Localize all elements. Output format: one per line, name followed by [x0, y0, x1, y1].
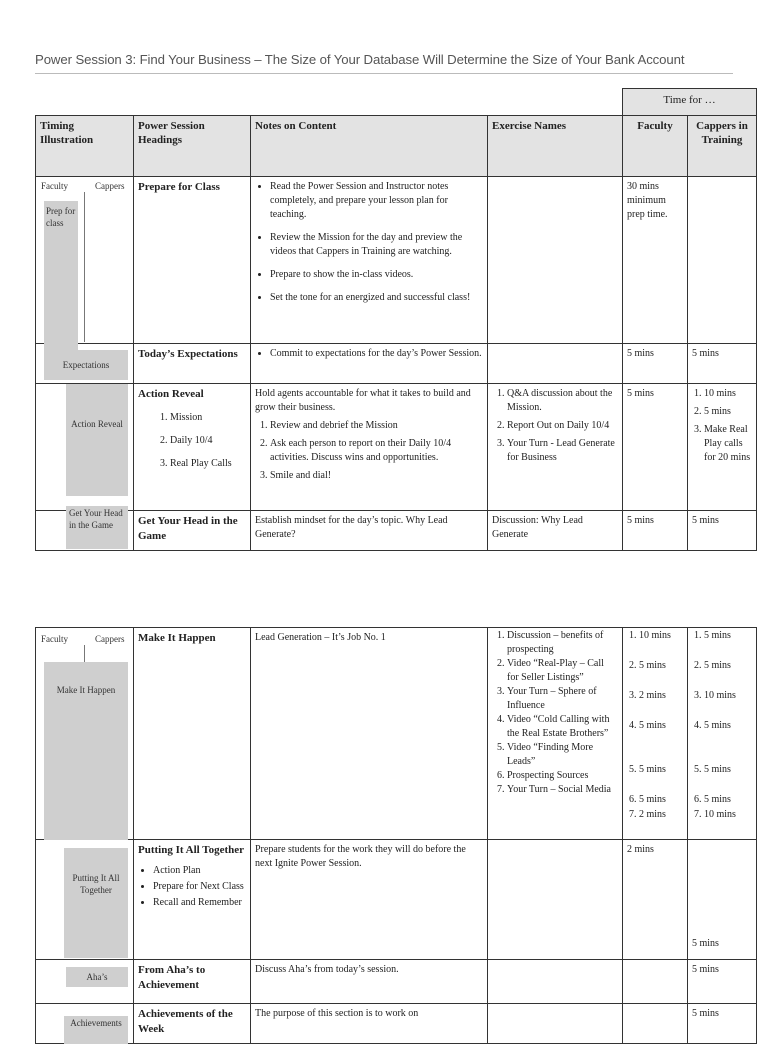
- session-table-bottom: [35, 627, 757, 1044]
- make-it-happen-block: [44, 662, 128, 840]
- cappers-head-in-game: 5 mins: [688, 511, 757, 551]
- col-notes: Notes on Content: [251, 116, 488, 177]
- col-headings: Power Session Headings: [134, 116, 251, 177]
- exercise-item: 7. Your Turn – Social Media: [507, 783, 618, 797]
- cappers-make-it-happen: [688, 628, 757, 840]
- exercise-item: 3. Your Turn - Lead Generate for Business: [507, 437, 618, 465]
- notes-prepare: [251, 177, 488, 344]
- prepare-bullet: • Prepare to show the in-class videos.: [270, 268, 483, 282]
- notes-expectations: [251, 344, 488, 384]
- exercise-item: 1. Q&A discussion about the Mission.: [507, 387, 618, 415]
- prep-block: [44, 201, 78, 350]
- heading-expectations: Today’s Expectations: [134, 344, 251, 384]
- action-reveal-note: 3. Smile and dial!: [270, 469, 483, 483]
- action-reveal-note: 1. Review and debrief the Mission: [270, 419, 483, 433]
- exercise-head-in-game: Discussion: Why Lead Generate: [488, 511, 623, 551]
- cappers-time: 3. Make Real Play calls for 20 mins: [704, 423, 752, 465]
- col-timing: Timing Illustration: [36, 116, 134, 177]
- cappers-achievements: 5 mins: [688, 1004, 757, 1044]
- action-reveal-intro: Hold agents accountable for what it takes to build and grow their business.: [255, 388, 471, 413]
- prepare-bullet: • Review the Mission for the day and preview the videos that Cappers in Training are watching.: [270, 231, 483, 259]
- cappers-time: 4. 5 mins: [704, 719, 752, 763]
- exercise-item: 4. Video “Cold Calling with the Real Estate Brothers”: [507, 713, 618, 741]
- faculty-head-in-game: 5 mins: [623, 511, 688, 551]
- timing-make-it-happen: [36, 628, 134, 840]
- action-reveal-block: [66, 384, 128, 496]
- timing-action-reveal: [36, 384, 134, 511]
- col-faculty: Faculty: [623, 116, 688, 177]
- putting-bullet: • Action Plan: [153, 864, 246, 878]
- heading-action-reveal: [134, 384, 251, 511]
- cappers-expectations: 5 mins: [688, 344, 757, 384]
- faculty-label: Faculty: [41, 181, 68, 191]
- cappers-time: 1. 10 mins: [704, 387, 752, 401]
- col-exercises: Exercise Names: [488, 116, 623, 177]
- head-in-game-block: [66, 506, 128, 549]
- heading-make-it-happen: Make It Happen: [134, 628, 251, 840]
- faculty-action-reveal: 5 mins: [623, 384, 688, 511]
- timing-expectations: [36, 344, 134, 384]
- action-reveal-sub: 1. Mission: [170, 411, 246, 425]
- action-reveal-note: 2. Ask each person to report on their Daily 10/4 activities. Discuss wins and opportunities.: [270, 437, 483, 465]
- notes-make-it-happen: Lead Generation – It’s Job No. 1: [251, 628, 488, 840]
- faculty-time: 6. 5 mins: [639, 793, 683, 808]
- notes-achievements: The purpose of this section is to work on: [251, 1004, 488, 1044]
- notes-putting: Prepare students for the work they will do before the next Ignite Power Session.: [251, 840, 488, 960]
- prepare-bullet: • Read the Power Session and Instructor notes completely, and prepare your lesson plan for teaching.: [270, 180, 483, 222]
- cappers-time: 5. 5 mins: [704, 763, 752, 793]
- faculty-time: 3. 2 mins: [639, 689, 683, 719]
- notes-action-reveal: [251, 384, 488, 511]
- heading-putting: [134, 840, 251, 960]
- faculty-time: 4. 5 mins: [639, 719, 683, 763]
- header-divider: [35, 73, 733, 74]
- faculty-make-it-happen: [623, 628, 688, 840]
- faculty-putting: 2 mins: [623, 840, 688, 960]
- putting-bullet: • Recall and Remember: [153, 896, 246, 910]
- col-cappers: Cappers in Training: [688, 116, 757, 177]
- cappers-time: 2. 5 mins: [704, 405, 752, 419]
- heading-head-in-game: Get Your Head in the Game: [134, 511, 251, 551]
- action-reveal-sub: 3. Real Play Calls: [170, 457, 246, 471]
- exercise-item: 1. Discussion – benefits of prospecting: [507, 629, 618, 657]
- time-for-header: Time for …: [623, 89, 757, 116]
- ahas-block: [66, 967, 128, 987]
- timing-putting: [36, 840, 134, 960]
- cappers-label: Cappers: [95, 634, 125, 644]
- faculty-label: Faculty: [41, 634, 68, 644]
- expectations-block-label: Expectations: [62, 360, 110, 370]
- expectations-block: [44, 350, 128, 380]
- achievements-block: [64, 1016, 128, 1044]
- ahas-block-label: Aha’s: [86, 972, 108, 982]
- exercise-item: 3. Your Turn – Sphere of Influence: [507, 685, 618, 713]
- action-reveal-sub: 2. Daily 10/4: [170, 434, 246, 448]
- putting-title: Putting It All Together: [138, 844, 245, 856]
- cappers-action-reveal: [688, 384, 757, 511]
- cappers-time: 1. 5 mins: [704, 629, 752, 659]
- row-prepare: [36, 177, 757, 344]
- notes-ahas: Discuss Aha’s from today’s session.: [251, 960, 488, 1004]
- row-ahas: [36, 960, 757, 1004]
- prepare-bullet: • Set the tone for an energized and successful class!: [270, 291, 483, 305]
- session-table-top: [35, 88, 757, 551]
- action-reveal-title: Action Reveal: [138, 388, 204, 400]
- expectations-bullet: • Commit to expectations for the day’s Power Session.: [270, 347, 483, 361]
- row-head-in-game: [36, 511, 757, 551]
- notes-head-in-game: Establish mindset for the day’s topic. Why Lead Generate?: [251, 511, 488, 551]
- row-make-it-happen: [36, 628, 757, 840]
- exercise-item: 2. Video “Real-Play – Call for Seller Listings”: [507, 657, 618, 685]
- putting-bullet: • Prepare for Next Class: [153, 880, 246, 894]
- faculty-prepare: 30 mins minimum prep time.: [623, 177, 688, 344]
- row-expectations: [36, 344, 757, 384]
- prep-block-label: Prep for class: [46, 206, 76, 228]
- exercise-item: 6. Prospecting Sources: [507, 769, 618, 783]
- cappers-ahas: 5 mins: [688, 960, 757, 1004]
- heading-achievements: Achievements of the Week: [134, 1004, 251, 1044]
- action-reveal-block-label: Action Reveal: [71, 419, 123, 429]
- cappers-time: 7. 10 mins: [704, 808, 752, 822]
- cappers-label: Cappers: [95, 181, 125, 191]
- head-in-game-block-label: Get Your Head in the Game: [69, 508, 123, 530]
- faculty-time: 5. 5 mins: [639, 763, 683, 793]
- heading-ahas: From Aha’s to Achievement: [134, 960, 251, 1004]
- exercise-item: 5. Video “Finding More Leads”: [507, 741, 618, 769]
- heading-prepare: Prepare for Class: [134, 177, 251, 344]
- faculty-time: 2. 5 mins: [639, 659, 683, 689]
- timing-ahas: [36, 960, 134, 1004]
- cappers-putting: 5 mins: [688, 840, 757, 960]
- row-putting: [36, 840, 757, 960]
- exercise-item: 2. Report Out on Daily 10/4: [507, 419, 618, 433]
- achievements-block-label: Achievements: [70, 1018, 122, 1028]
- faculty-expectations: 5 mins: [623, 344, 688, 384]
- putting-block-label: Putting It All Together: [72, 873, 120, 895]
- timing-prepare: [36, 177, 134, 344]
- exercises-make-it-happen: [488, 628, 623, 840]
- cappers-time: 6. 5 mins: [704, 793, 752, 808]
- page-header: Power Session 3: Find Your Business – The Size of Your Database Will Determine the Size of Your Bank Account: [35, 52, 685, 67]
- exercises-action-reveal: [488, 384, 623, 511]
- faculty-time: 7. 2 mins: [639, 808, 683, 822]
- cappers-time: 2. 5 mins: [704, 659, 752, 689]
- putting-block: [64, 848, 128, 958]
- make-it-happen-block-label: Make It Happen: [56, 685, 116, 695]
- timeline-divider: [84, 192, 85, 342]
- row-action-reveal: [36, 384, 757, 511]
- timing-head-in-game: [36, 508, 134, 551]
- cappers-time: 3. 10 mins: [704, 689, 752, 719]
- faculty-time: 1. 10 mins: [639, 629, 683, 659]
